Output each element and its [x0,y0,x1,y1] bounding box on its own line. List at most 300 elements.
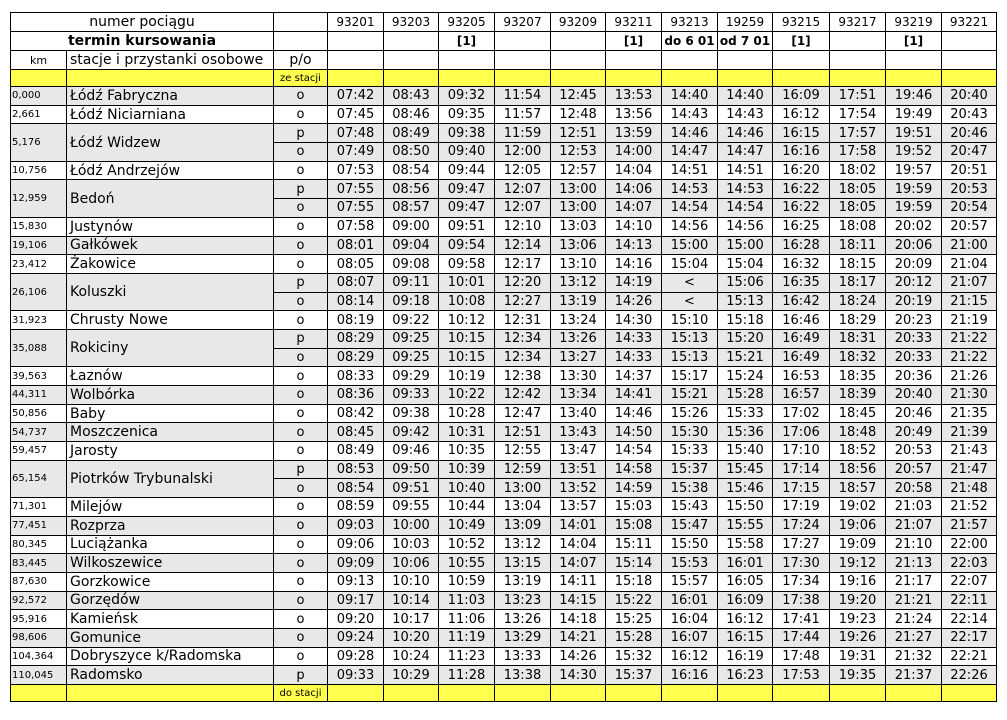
time-cell: 20:33 [886,348,942,367]
time-cell: 18:17 [830,273,886,292]
time-cell: 19:06 [830,516,886,535]
km-cell: 110,045 [11,666,67,685]
time-cell: 14:10 [606,217,662,236]
time-cell: 09:33 [328,666,384,685]
time-cell: 10:40 [439,479,495,498]
empty-cell [886,70,942,87]
train-number: 93215 [773,13,830,32]
time-cell: 07:55 [328,199,384,218]
time-cell: 09:33 [384,386,439,405]
time-cell: 16:32 [773,255,830,274]
time-cell: 21:22 [942,329,997,348]
time-cell: 21:37 [886,666,942,685]
time-cell: 08:29 [328,329,384,348]
time-cell: 14:46 [606,404,662,423]
time-cell: 22:11 [942,591,997,610]
empty-cell [718,51,773,70]
empty-cell [439,685,495,702]
time-cell: 18:52 [830,442,886,461]
time-cell: 12:38 [495,367,551,386]
empty-cell [551,70,606,87]
time-cell: 14:50 [606,423,662,442]
station-name: Łódź Niciarniana [67,105,274,124]
time-cell: 18:05 [830,199,886,218]
table-row [11,386,997,405]
train-schedule: [1] [439,32,495,51]
time-cell: 16:28 [773,236,830,255]
time-cell: 08:43 [384,87,439,106]
time-cell: 15:58 [718,535,773,554]
time-cell: 14:33 [606,329,662,348]
time-cell: 09:25 [384,329,439,348]
time-cell: 18:39 [830,386,886,405]
time-cell: 09:00 [384,217,439,236]
time-cell: 13:59 [606,124,662,143]
time-cell: 14:06 [606,180,662,199]
km-cell: 95,916 [11,610,67,629]
time-cell: 14:04 [551,535,606,554]
time-cell: 16:16 [662,666,718,685]
time-cell: 15:22 [606,591,662,610]
time-cell: 13:03 [551,217,606,236]
time-cell: 20:19 [886,292,942,311]
time-cell: 14:13 [606,236,662,255]
time-cell: 22:00 [942,535,997,554]
time-cell: 20:06 [886,236,942,255]
time-cell: 09:47 [439,199,495,218]
train-schedule [328,32,384,51]
time-cell: 13:00 [551,199,606,218]
time-cell: 08:14 [328,292,384,311]
train-number-row [11,13,997,32]
station-name: Gomunice [67,628,274,647]
station-name: Piotrków Trybunalski [67,460,274,497]
km-cell: 87,630 [11,572,67,591]
time-cell: 15:13 [662,348,718,367]
time-cell: 16:12 [718,610,773,629]
time-cell: 16:35 [773,273,830,292]
time-cell: 13:26 [551,329,606,348]
time-cell: 19:46 [886,87,942,106]
time-cell: 08:01 [328,236,384,255]
time-cell: 14:33 [606,348,662,367]
time-cell: 15:57 [662,572,718,591]
km-cell: 65,154 [11,460,67,497]
time-cell: 10:29 [384,666,439,685]
empty-cell [773,70,830,87]
time-cell: 14:54 [606,442,662,461]
time-cell: 15:32 [606,647,662,666]
km-cell: 10,756 [11,161,67,180]
time-cell: 16:15 [773,124,830,143]
arrival-departure-flag: o [274,572,328,591]
time-cell: 12:51 [495,423,551,442]
time-cell: 15:21 [718,348,773,367]
time-cell: 14:37 [606,367,662,386]
train-number: 19259 [718,13,773,32]
table-row [11,367,997,386]
time-cell: 16:05 [718,572,773,591]
arrival-departure-flag: o [274,386,328,405]
time-cell: 07:49 [328,143,384,162]
empty-cell [773,51,830,70]
table-row [11,217,997,236]
station-name: Koluszki [67,273,274,310]
time-cell: 15:33 [662,442,718,461]
arrival-departure-flag: o [274,591,328,610]
table-row [11,161,997,180]
time-cell: 12:34 [495,348,551,367]
train-number: 93219 [886,13,942,32]
time-cell: 20:40 [942,87,997,106]
time-cell: 14:26 [606,292,662,311]
time-cell: 09:55 [384,498,439,517]
time-cell: 21:27 [886,628,942,647]
arrival-departure-flag: o [274,292,328,311]
table-row [11,628,997,647]
station-name: Rozprza [67,516,274,535]
time-cell: 18:02 [830,161,886,180]
timetable [10,12,997,702]
time-cell: 18:35 [830,367,886,386]
time-cell: 14:21 [551,628,606,647]
time-cell: 20:58 [886,479,942,498]
km-cell: 104,364 [11,647,67,666]
km-cell: 5,176 [11,124,67,161]
time-cell: 19:59 [886,180,942,199]
station-name: Łaznów [67,367,274,386]
time-cell: 09:13 [328,572,384,591]
arrival-departure-flag: o [274,199,328,218]
station-name: Milejów [67,498,274,517]
arrival-departure-flag: o [274,236,328,255]
time-cell: 08:45 [328,423,384,442]
time-cell: 15:46 [718,479,773,498]
time-cell: 13:15 [495,554,551,573]
empty-cell [495,51,551,70]
arrival-departure-flag: o [274,367,328,386]
station-name: Gorzędów [67,591,274,610]
time-cell: 10:55 [439,554,495,573]
time-cell: 15:26 [662,404,718,423]
time-cell: 09:51 [384,479,439,498]
time-cell: 09:38 [439,124,495,143]
time-cell: 19:51 [886,124,942,143]
time-cell: 13:12 [551,273,606,292]
time-cell: 13:38 [495,666,551,685]
time-cell: 18:15 [830,255,886,274]
time-cell: 07:53 [328,161,384,180]
time-cell: 13:56 [606,105,662,124]
time-cell: 13:51 [551,460,606,479]
table-row [11,460,997,479]
time-cell: 10:08 [439,292,495,311]
empty-cell [606,685,662,702]
empty-cell [384,685,439,702]
time-cell: 13:29 [495,628,551,647]
time-cell: 12:53 [551,143,606,162]
time-cell: 08:29 [328,348,384,367]
time-cell: 17:53 [773,666,830,685]
time-cell: 09:09 [328,554,384,573]
time-cell: 15:04 [662,255,718,274]
time-cell: 14:26 [551,647,606,666]
time-cell: 12:07 [495,199,551,218]
time-cell: 12:47 [495,404,551,423]
time-cell: 14:01 [551,516,606,535]
time-cell: 17:14 [773,460,830,479]
time-cell: 07:48 [328,124,384,143]
time-cell: 11:59 [495,124,551,143]
time-cell: 13:57 [551,498,606,517]
arrival-departure-flag: p [274,124,328,143]
time-cell: 09:11 [384,273,439,292]
empty-cell [328,51,384,70]
time-cell: 17:15 [773,479,830,498]
time-cell: 15:17 [662,367,718,386]
train-schedule [551,32,606,51]
time-cell: 08:56 [384,180,439,199]
time-cell: 13:27 [551,348,606,367]
time-cell: 18:45 [830,404,886,423]
schedule-label: termin kursowania [11,32,274,51]
arrival-departure-flag: o [274,498,328,517]
time-cell: 22:17 [942,628,997,647]
time-cell: 16:22 [773,199,830,218]
time-cell: 21:10 [886,535,942,554]
time-cell: 18:24 [830,292,886,311]
time-cell: 10:15 [439,329,495,348]
time-cell: 15:50 [718,498,773,517]
train-number: 93201 [328,13,384,32]
arrival-departure-flag: o [274,610,328,629]
time-cell: 16:57 [773,386,830,405]
time-cell: 13:19 [551,292,606,311]
time-cell: 17:51 [830,87,886,106]
arrival-departure-flag: p [274,329,328,348]
time-cell: 16:16 [773,143,830,162]
time-cell: 20:57 [942,217,997,236]
time-cell: 10:20 [384,628,439,647]
time-cell: 16:12 [773,105,830,124]
time-cell: 21:03 [886,498,942,517]
time-cell: 08:36 [328,386,384,405]
time-cell: 21:17 [886,572,942,591]
table-row [11,105,997,124]
arrival-departure-flag: o [274,647,328,666]
time-cell: 15:20 [718,329,773,348]
time-cell: 12:27 [495,292,551,311]
time-cell: 17:54 [830,105,886,124]
time-cell: 19:35 [830,666,886,685]
empty-cell [830,51,886,70]
time-cell: 18:11 [830,236,886,255]
column-header-row [11,51,997,70]
time-cell: 20:40 [886,386,942,405]
time-cell: 12:57 [551,161,606,180]
time-cell: 16:15 [718,628,773,647]
time-cell: 10:31 [439,423,495,442]
arrival-departure-flag: o [274,516,328,535]
empty-cell [551,685,606,702]
table-row [11,255,997,274]
time-cell: 09:25 [384,348,439,367]
empty-cell [773,685,830,702]
time-cell: 12:48 [551,105,606,124]
table-row [11,498,997,517]
time-cell: 10:59 [439,572,495,591]
time-cell: 15:53 [662,554,718,573]
time-cell: 09:28 [328,647,384,666]
table-row [11,87,997,106]
station-name: Łódź Widzew [67,124,274,161]
time-cell: 19:52 [886,143,942,162]
time-cell: 15:37 [662,460,718,479]
time-cell: 14:07 [551,554,606,573]
time-cell: 14:07 [606,199,662,218]
time-cell: 16:07 [662,628,718,647]
train-schedule: [1] [606,32,662,51]
arrival-departure-flag: o [274,348,328,367]
time-cell: 15:55 [718,516,773,535]
time-cell: 16:22 [773,180,830,199]
train-schedule [830,32,886,51]
km-cell: 44,311 [11,386,67,405]
empty-cell [662,51,718,70]
time-cell: 11:57 [495,105,551,124]
empty-cell [328,685,384,702]
train-schedule [495,32,551,51]
time-cell: 17:44 [773,628,830,647]
time-cell: 08:57 [384,199,439,218]
table-row [11,124,997,143]
time-cell: 08:53 [328,460,384,479]
time-cell: 15:03 [606,498,662,517]
train-number: 93207 [495,13,551,32]
time-cell: 21:39 [942,423,997,442]
time-cell: 17:38 [773,591,830,610]
table-row [11,423,997,442]
time-cell: 17:58 [830,143,886,162]
time-cell: 22:03 [942,554,997,573]
table-row [11,180,997,199]
station-name: Łódź Fabryczna [67,87,274,106]
time-cell: 09:54 [439,236,495,255]
time-cell: 14:54 [718,199,773,218]
time-cell: 14:16 [606,255,662,274]
arrival-departure-flag: o [274,311,328,330]
time-cell: 22:26 [942,666,997,685]
arrival-departure-flag: o [274,161,328,180]
time-cell: 20:36 [886,367,942,386]
station-name: Jarosty [67,442,274,461]
empty-cell [662,685,718,702]
arrival-departure-flag: o [274,628,328,647]
arrival-departure-flag: o [274,105,328,124]
station-name: Radomsko [67,666,274,685]
station-name: Moszczenica [67,423,274,442]
time-cell: 12:59 [495,460,551,479]
time-cell: 12:42 [495,386,551,405]
time-cell: 21:22 [942,348,997,367]
time-cell: 11:54 [495,87,551,106]
km-cell: 35,088 [11,329,67,366]
train-number: 93203 [384,13,439,32]
time-cell: 16:25 [773,217,830,236]
time-cell: 09:44 [439,161,495,180]
time-cell: 20:46 [886,404,942,423]
time-cell: 20:23 [886,311,942,330]
time-cell: 13:19 [495,572,551,591]
time-cell: 11:06 [439,610,495,629]
time-cell: 14:41 [606,386,662,405]
time-cell: 16:42 [773,292,830,311]
time-cell: 15:14 [606,554,662,573]
time-cell: 19:57 [886,161,942,180]
time-cell: 11:19 [439,628,495,647]
empty-cell [274,13,328,32]
empty-cell [606,51,662,70]
time-cell: 19:12 [830,554,886,573]
time-cell: 15:33 [718,404,773,423]
train-schedule [942,32,997,51]
time-cell: 20:43 [942,105,997,124]
time-cell: 08:49 [384,124,439,143]
empty-cell [384,51,439,70]
time-cell: 14:58 [606,460,662,479]
time-cell: 20:54 [942,199,997,218]
empty-cell [830,70,886,87]
time-cell: 14:43 [718,105,773,124]
time-cell: 13:47 [551,442,606,461]
station-name: Dobryszyce k/Radomska [67,647,274,666]
time-cell: 21:24 [886,610,942,629]
time-cell: 15:28 [718,386,773,405]
km-cell: 31,923 [11,311,67,330]
empty-cell [606,70,662,87]
station-name: Gałkówek [67,236,274,255]
time-cell: 15:38 [662,479,718,498]
time-cell: 07:55 [328,180,384,199]
time-cell: 09:20 [328,610,384,629]
train-number: 93213 [662,13,718,32]
time-cell: 16:01 [662,591,718,610]
table-row [11,666,997,685]
time-cell: 20:51 [942,161,997,180]
arrival-departure-flag: o [274,554,328,573]
time-cell: 21:00 [942,236,997,255]
time-cell: 09:42 [384,423,439,442]
time-cell: 09:47 [439,180,495,199]
time-cell: 09:08 [384,255,439,274]
km-cell: 71,301 [11,498,67,517]
time-cell: 17:19 [773,498,830,517]
time-cell: 14:47 [662,143,718,162]
time-cell: 13:00 [495,479,551,498]
table-row [11,273,997,292]
table-row [11,572,997,591]
time-cell: 20:49 [886,423,942,442]
km-cell: 0,000 [11,87,67,106]
time-cell: 14:00 [606,143,662,162]
time-cell: 19:23 [830,610,886,629]
time-cell: 14:51 [718,161,773,180]
time-cell: 19:59 [886,199,942,218]
time-cell: 18:56 [830,460,886,479]
time-cell: 21:32 [886,647,942,666]
time-cell: 12:51 [551,124,606,143]
time-cell: 10:35 [439,442,495,461]
